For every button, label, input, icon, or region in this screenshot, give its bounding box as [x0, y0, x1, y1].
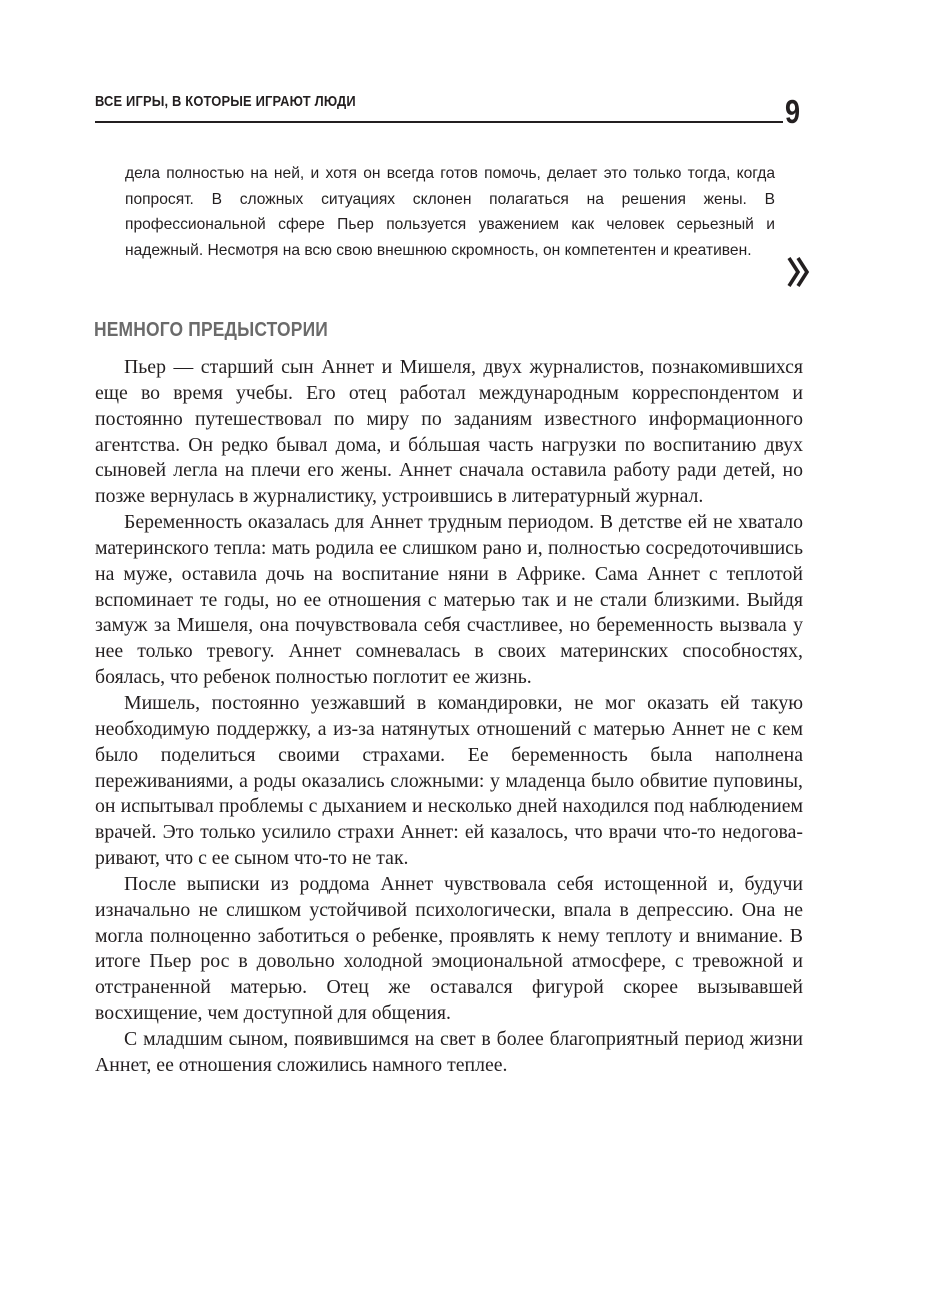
- body-paragraph: С младшим сыном, появившимся на свет в более благоприятный период жизни Аннет, ее отношения сложились намного теплее.: [95, 1027, 803, 1076]
- body-paragraph: После выписки из роддома Аннет чувствовала себя истощенной и, будучи изначально не слишком устойчивой психологически, впала в депрессию. Она не могла полноценно заботиться о ребенке, проявлять к нему теплоту и внимание. В итоге Пьер рос в довольно холодной эмоциональной атмосфере, с тревожной и отстраненной матерью. Отец же оставался фигурой скорее вызывавшей восхищение, чем доступной для общения.: [95, 872, 803, 1025]
- body-paragraph: Пьер — старший сын Аннет и Мишеля, двух журналистов, познакомившихся еще во время учебы. Его отец работал международным корреспондентом и постоянно путешествовал по миру по заданиям известного информационного агентства. Он редко бывал дома, и бóльшая часть нагрузки по воспитанию двух сыновей легла на плечи его жены. Аннет сначала оставила работу ради детей, но позже вернулась в журналистику, устроившись в литературный журнал.: [95, 356, 803, 508]
- header-rule: [95, 121, 783, 123]
- body-paragraph: Беременность оказалась для Аннет трудным периодом. В детстве ей не хватало материнского тепла: мать родила ее слишком рано и, полностью сосредоточившись на муже, оставила дочь на воспитание няни в Африке. Сама Аннет с теплотой вспоминает те годы, но ее отношения с матерью так и не стали близкими. Выйдя замуж за Мишеля, она почувствовала себя счастливее, но беременность вызвала у нее только тревогу. Аннет сомневалась в своих материнских способностях, боялась, что ребенок полностью поглотит ее жизнь.: [95, 511, 803, 689]
- double-chevron-right-icon: [787, 252, 811, 292]
- body-paragraph: Мишель, постоянно уезжавший в командировки, не мог оказать ей такую необходимую поддержку, а из-за натянутых отношений с матерью Аннет не с кем было поделиться своими страхами. Ее беременность была наполнена переживаниями, а роды оказались сложными: у младенца было обвитие пуповины, он испытывал проблемы с дыханием и несколько дней находился под наблюдением врачей. Это только усилило страхи Аннет: ей казалось, что врачи что-то недоговаривают, что с ее сыном что-то не так.: [95, 691, 803, 870]
- section-heading: НЕМНОГО ПРЕДЫСТОРИИ: [94, 318, 328, 341]
- sidebar-paragraph: дела полностью на ней, и хотя он всегда готов помочь, делает это только тогда, когда попросят. В сложных ситуациях склонен полагаться на решения жены. В профессиональной сфере Пьер пользуется уважением как человек серьезный и надежный. Несмотря на всю свою внешнюю скромность, он компетентен и креативен.: [125, 165, 775, 259]
- page-number: 9: [785, 93, 801, 130]
- sidebar-text-block: [125, 161, 775, 263]
- running-head-title: ВСЕ ИГРЫ, В КОТОРЫЕ ИГРАЮТ ЛЮДИ: [95, 93, 356, 110]
- body-text: [95, 355, 803, 1079]
